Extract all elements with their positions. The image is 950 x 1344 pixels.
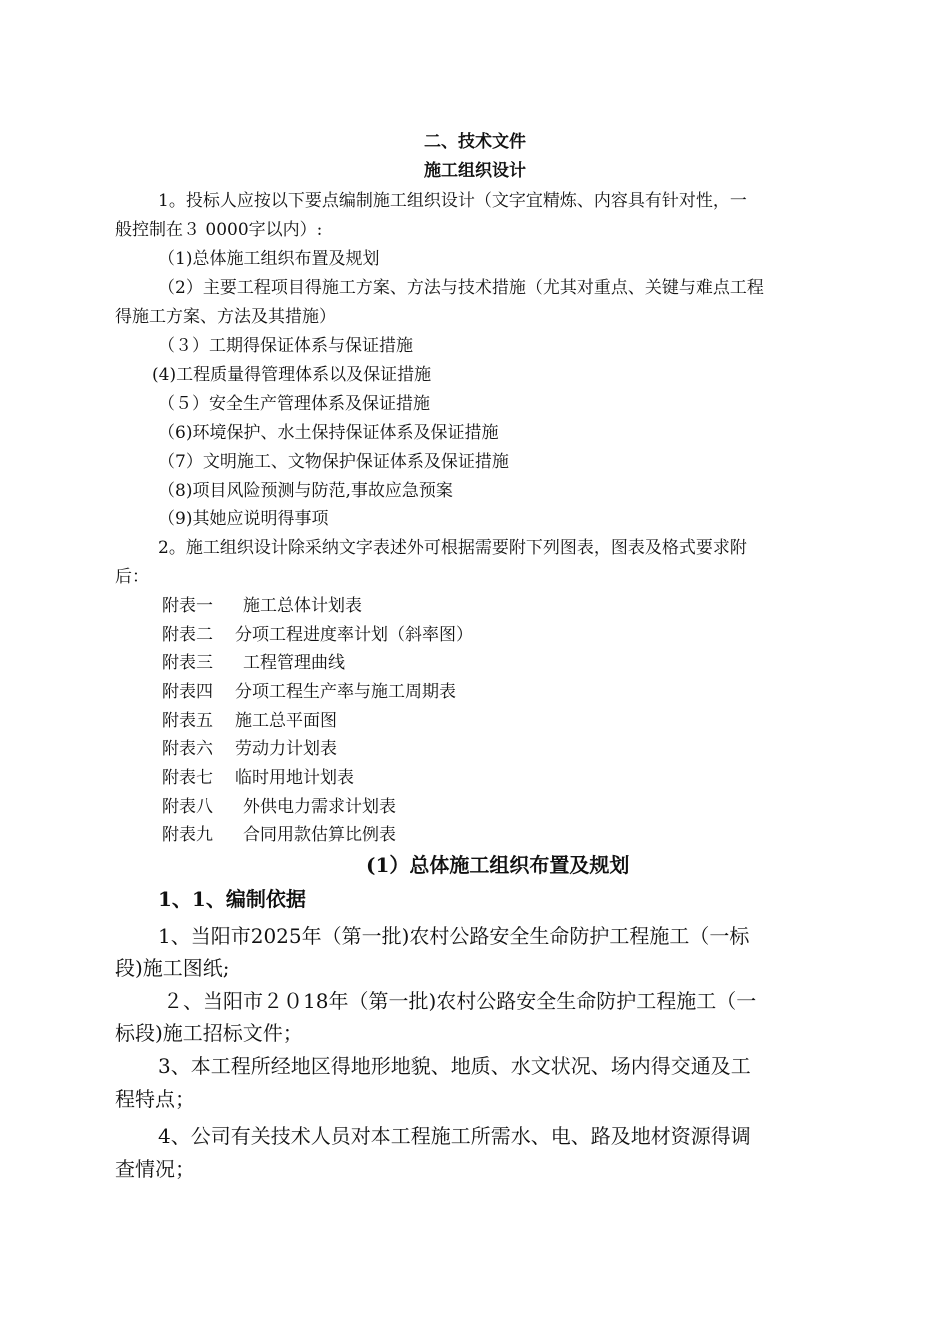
appendix-label: 附表八 bbox=[162, 797, 213, 817]
requirement-item-2-line-2: 后： bbox=[115, 567, 149, 587]
appendix-item bbox=[162, 824, 396, 846]
requirement-item-1-line-2: 般控制在３ 0000字以内）: bbox=[115, 220, 323, 240]
appendix-title: 分项工程进度率计划（斜率图） bbox=[235, 625, 473, 645]
appendix-title: 施工总体计划表 bbox=[243, 596, 362, 616]
appendix-label: 附表七 bbox=[162, 768, 213, 788]
basis-item-line: 程特点； bbox=[115, 1087, 195, 1111]
appendix-label: 附表四 bbox=[162, 682, 213, 702]
requirement-point-continuation: 得施工方案、方法及其措施） bbox=[115, 307, 336, 327]
requirement-point: （1)总体施工组织布置及规划 bbox=[158, 249, 380, 269]
section-1-1-title: 1、1、编制依据 bbox=[158, 887, 306, 911]
basis-item-line: ２、当阳市２０18年（第一批)农村公路安全生命防护工程施工（一 bbox=[163, 989, 757, 1013]
section-1-title: (1）总体施工组织布置及规划 bbox=[366, 853, 630, 877]
appendix-label: 附表五 bbox=[162, 711, 213, 731]
appendix-title: 外供电力需求计划表 bbox=[243, 797, 396, 817]
appendix-item bbox=[162, 595, 362, 617]
requirement-point: （8)项目风险预测与防范,事故应急预案 bbox=[158, 481, 453, 501]
appendix-label: 附表六 bbox=[162, 739, 213, 759]
basis-item-line: 标段)施工招标文件； bbox=[115, 1021, 303, 1045]
appendix-item bbox=[162, 738, 337, 760]
appendix-item bbox=[162, 767, 354, 789]
appendix-label: 附表二 bbox=[162, 625, 213, 645]
document-subtitle: 施工组织设计 bbox=[424, 161, 526, 181]
basis-item-line: 段)施工图纸; bbox=[115, 956, 230, 980]
appendix-title: 工程管理曲线 bbox=[243, 653, 345, 673]
basis-item-line: 4、公司有关技术人员对本工程施工所需水、电、路及地材资源得调 bbox=[158, 1124, 751, 1148]
basis-item-line: 查情况； bbox=[115, 1157, 195, 1181]
appendix-title: 分项工程生产率与施工周期表 bbox=[235, 682, 456, 702]
basis-item-line: 3、本工程所经地区得地形地貌、地质、水文状况、场内得交通及工 bbox=[158, 1054, 751, 1078]
requirement-point: （7）文明施工、文物保护保证体系及保证措施 bbox=[158, 452, 509, 472]
appendix-item bbox=[162, 710, 337, 732]
appendix-label: 附表一 bbox=[162, 596, 213, 616]
appendix-item bbox=[162, 796, 396, 818]
appendix-label: 附表九 bbox=[162, 825, 213, 845]
requirement-point: （9)其她应说明得事项 bbox=[158, 509, 329, 529]
requirement-item-2-line-1: 2。施工组织设计除采纳文字表述外可根据需要附下列图表，图表及格式要求附 bbox=[158, 538, 747, 558]
requirement-point: （2）主要工程项目得施工方案、方法与技术措施（尤其对重点、关键与难点工程 bbox=[158, 278, 764, 298]
appendix-item bbox=[162, 624, 473, 646]
appendix-item bbox=[162, 681, 456, 703]
appendix-label: 附表三 bbox=[162, 653, 213, 673]
appendix-item bbox=[162, 652, 345, 674]
section-heading: 二、技术文件 bbox=[424, 132, 526, 152]
appendix-title: 合同用款估算比例表 bbox=[243, 825, 396, 845]
requirement-point: (4)工程质量得管理体系以及保证措施 bbox=[152, 365, 432, 385]
requirement-point: （５）安全生产管理体系及保证措施 bbox=[158, 394, 430, 414]
appendix-title: 临时用地计划表 bbox=[235, 768, 354, 788]
appendix-title: 施工总平面图 bbox=[235, 711, 337, 731]
requirement-point: （6)环境保护、水土保持保证体系及保证措施 bbox=[158, 423, 499, 443]
basis-item-line: 1、当阳市2025年（第一批)农村公路安全生命防护工程施工（一标 bbox=[158, 924, 750, 948]
requirement-point: （３）工期得保证体系与保证措施 bbox=[158, 336, 413, 356]
appendix-title: 劳动力计划表 bbox=[235, 739, 337, 759]
requirement-item-1-line-1: 1。投标人应按以下要点编制施工组织设计（文字宜精炼、内容具有针对性，一 bbox=[158, 191, 747, 211]
